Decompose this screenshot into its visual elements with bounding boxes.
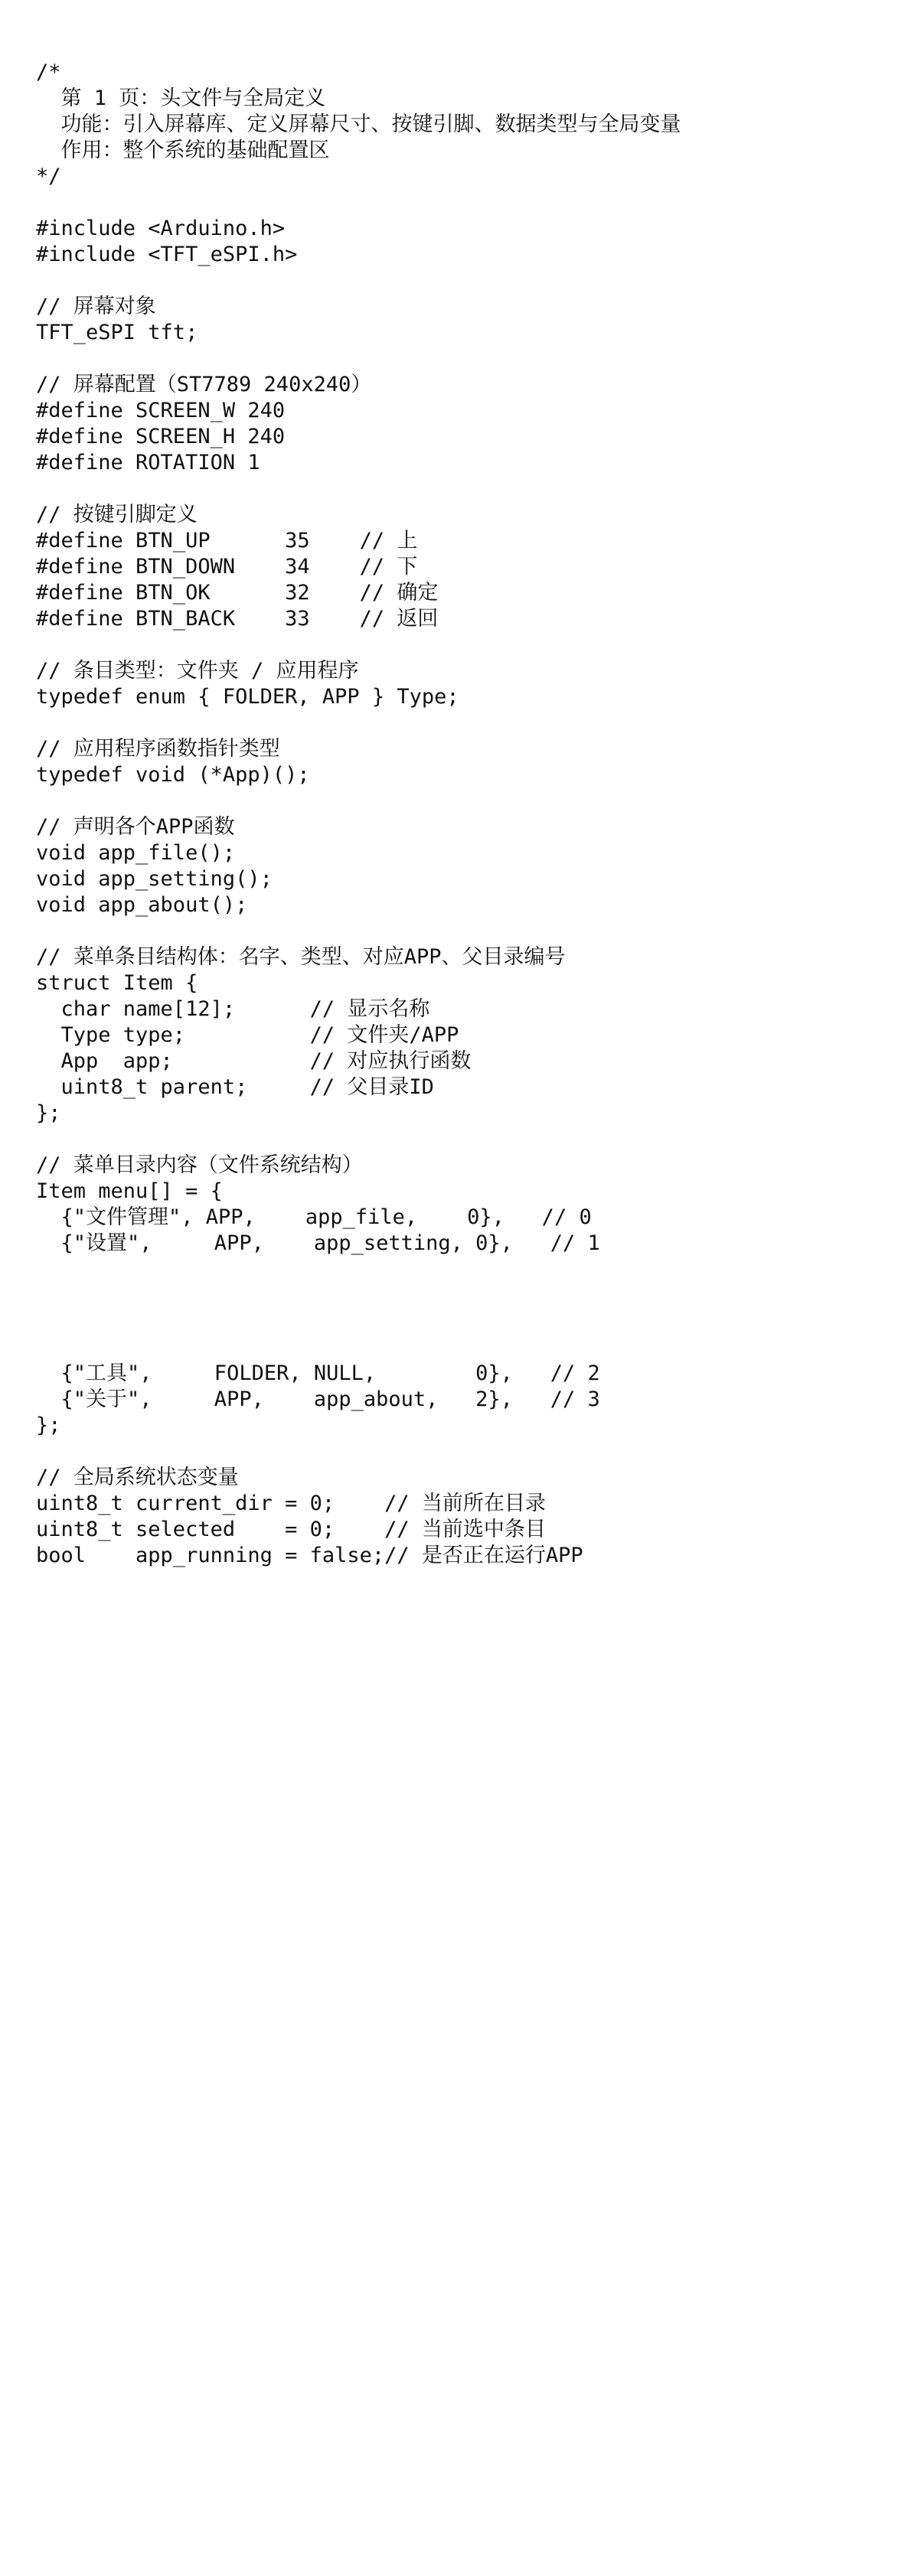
code-line: // 全局系统状态变量 [36, 1466, 239, 1489]
code-line: #define BTN_BACK 33 // 返回 [36, 607, 439, 631]
code-line: TFT_eSPI tft; [36, 321, 198, 344]
code-line: #define BTN_DOWN 34 // 下 [36, 555, 418, 579]
code-line [36, 346, 878, 372]
code-line [36, 268, 878, 294]
code-line: typedef enum { FOLDER, APP } Type; [36, 685, 459, 709]
code-line: struct Item { [36, 971, 198, 995]
code-line [36, 1257, 878, 1283]
code-line: uint8_t selected = 0; // 当前选中条目 [36, 1518, 546, 1541]
code-line: #define BTN_OK 32 // 确定 [36, 581, 439, 605]
code-line [36, 918, 878, 944]
code-line: #define SCREEN_H 240 [36, 425, 286, 448]
code-line: 功能：引入屏幕库、定义屏幕尺寸、按键引脚、数据类型与全局变量 [36, 112, 681, 136]
code-listing [36, 60, 878, 1569]
code-line: #define ROTATION 1 [36, 451, 260, 474]
code-line [36, 710, 878, 736]
code-line [36, 1127, 878, 1153]
code-line: 作用：整个系统的基础配置区 [36, 139, 330, 162]
code-line [36, 1309, 878, 1335]
code-line: */ [36, 165, 61, 188]
code-line: // 屏幕配置（ST7789 240x240） [36, 373, 372, 396]
code-line [36, 1283, 878, 1309]
code-line: /* [36, 60, 61, 84]
code-line [36, 1335, 878, 1361]
code-line [36, 476, 878, 502]
code-line: {"关于", APP, app_about, 2}, // 3 [36, 1387, 600, 1411]
code-line: bool app_running = false;// 是否正在运行APP [36, 1544, 583, 1567]
code-line [36, 632, 878, 658]
code-line: // 声明各个APP函数 [36, 815, 235, 839]
code-line: }; [36, 1101, 61, 1125]
code-line: {"文件管理", APP, app_file, 0}, // 0 [36, 1205, 592, 1229]
code-line: {"设置", APP, app_setting, 0}, // 1 [36, 1231, 600, 1255]
code-line: char name[12]; // 显示名称 [36, 997, 430, 1021]
code-line: #include <TFT_eSPI.h> [36, 243, 298, 266]
code-line: // 应用程序函数指针类型 [36, 737, 280, 761]
code-line: 第 1 页：头文件与全局定义 [36, 86, 326, 110]
code-line: }; [36, 1414, 61, 1437]
code-line: // 屏幕对象 [36, 295, 156, 318]
code-line: App app; // 对应执行函数 [36, 1049, 472, 1073]
code-line: // 条目类型：文件夹 / 应用程序 [36, 659, 359, 683]
code-line: // 菜单条目结构体：名字、类型、对应APP、父目录编号 [36, 945, 566, 969]
code-line [36, 788, 878, 814]
code-line: #include <Arduino.h> [36, 217, 286, 240]
code-line: Item menu[] = { [36, 1179, 223, 1203]
code-line: void app_about(); [36, 893, 248, 917]
code-line: #define SCREEN_W 240 [36, 399, 286, 422]
code-line: // 按键引脚定义 [36, 503, 198, 527]
code-line: Type type; // 文件夹/APP [36, 1023, 459, 1047]
code-line [36, 1439, 878, 1465]
code-line: #define BTN_UP 35 // 上 [36, 529, 418, 553]
code-line: void app_setting(); [36, 867, 273, 891]
code-line: uint8_t parent; // 父目录ID [36, 1075, 434, 1099]
code-line: typedef void (*App)(); [36, 763, 310, 787]
code-line: // 菜单目录内容（文件系统结构） [36, 1153, 363, 1177]
code-line: void app_file(); [36, 841, 236, 865]
code-line: {"工具", FOLDER, NULL, 0}, // 2 [36, 1361, 600, 1385]
code-line [36, 190, 878, 216]
code-line: uint8_t current_dir = 0; // 当前所在目录 [36, 1492, 546, 1515]
